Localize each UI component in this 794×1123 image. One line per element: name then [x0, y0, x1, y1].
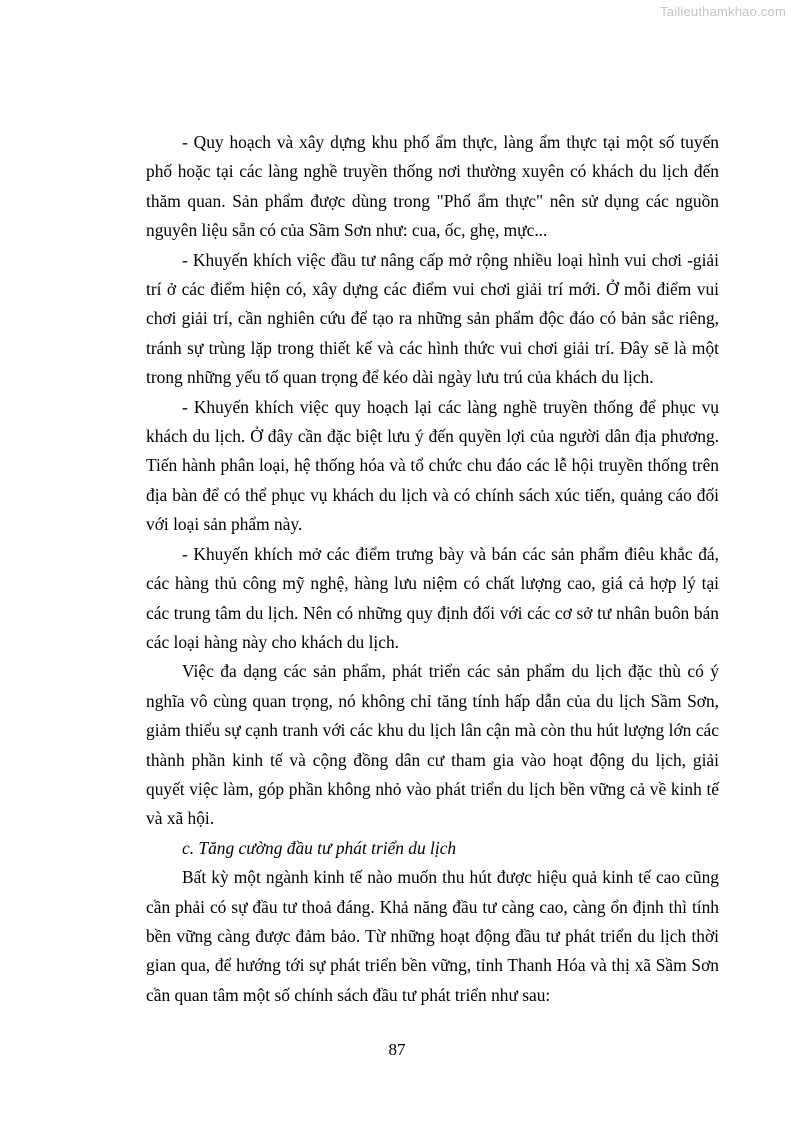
- watermark: Tailieuthamkhao.com: [660, 4, 786, 19]
- page-body: [146, 128, 719, 1010]
- section-heading: c. Tăng cường đầu tư phát triển du lịch: [182, 837, 457, 858]
- paragraph-product-diversity: Việc đa dạng các sản phẩm, phát triển các sản phẩm du lịch đặc thù có ý nghĩa vô cùng quan trọng, nó không chỉ tăng tính hấp dẫn của du lịch Sầm Sơn, giảm thiểu sự cạnh tranh với các khu du lịch lân cận mà còn thu hút lượng lớn các thành phần kinh tế và cộng đồng dân cư tham gia vào hoạt động du lịch, giải quyết việc làm, góp phần không nhỏ vào phát triển du lịch bền vững cả về kinh tế và xã hội.: [146, 661, 719, 829]
- paragraph-entertainment: - Khuyến khích việc đầu tư nâng cấp mở rộng nhiều loại hình vui chơi -giải trí ở các điểm hiện có, xây dựng các điểm vui chơi giải trí mới. Ở mỗi điểm vui chơi giải trí, cần nghiên cứu để tạo ra những sản phẩm độc đáo có bản sắc riêng, tránh sự trùng lặp trong thiết kế và các hình thức vui chơi giải trí. Đây sẽ là một trong những yếu tố quan trọng để kéo dài ngày lưu trú của khách du lịch.: [146, 249, 719, 388]
- page-number: 87: [388, 1040, 406, 1059]
- paragraph-investment: Bất kỳ một ngành kinh tế nào muốn thu hút được hiệu quả kinh tế cao cũng cần phải có sự đầu tư thoả đáng. Khả năng đầu tư càng cao, càng ổn định thì tính bền vững càng được đảm bảo. Từ những hoạt động đầu tư phát triển du lịch thời gian qua, để hướng tới sự phát triển bền vững, tỉnh Thanh Hóa và thị xã Sầm Sơn cần quan tâm một số chính sách đầu tư phát triển như sau:: [146, 867, 719, 1005]
- paragraph-souvenir-shops: - Khuyến khích mở các điểm trưng bày và bán các sản phẩm điêu khắc đá, các hàng thủ công mỹ nghệ, hàng lưu niệm có chất lượng cao, giá cả hợp lý tại các trung tâm du lịch. Nên có những quy định đối với các cơ sở tư nhân buôn bán các loại hàng này cho khách du lịch.: [146, 543, 719, 652]
- paragraph-craft-villages: - Khuyến khích việc quy hoạch lại các làng nghề truyền thống để phục vụ khách du lịch. Ở đây cần đặc biệt lưu ý đến quyền lợi của người dân địa phương. Tiến hành phân loại, hệ thống hóa và tổ chức chu đáo các lễ hội truyền thống trên địa bàn để có thể phục vụ khách du lịch và có chính sách xúc tiến, quảng cáo đối với loại sản phẩm này.: [146, 396, 719, 535]
- paragraph-food-street: - Quy hoạch và xây dựng khu phố ẩm thực, làng ẩm thực tại một số tuyến phố hoặc tại các làng nghề truyền thống nơi thường xuyên có khách du lịch đến thăm quan. Sản phẩm được dùng trong "Phố ẩm thực" nên sử dụng các nguồn nguyên liệu sẵn có của Sầm Sơn như: cua, ốc, ghẹ, mực...: [146, 132, 719, 241]
